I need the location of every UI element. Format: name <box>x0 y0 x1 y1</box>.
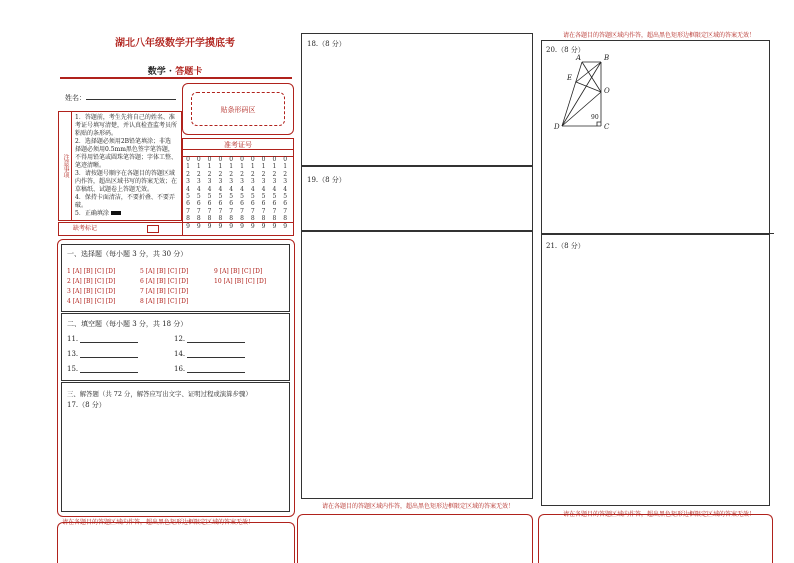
exam-id-digit[interactable]: 5 <box>218 193 223 201</box>
exam-id-digit[interactable]: 5 <box>196 193 201 201</box>
title-divider <box>60 77 292 79</box>
q19-box <box>301 165 533 232</box>
blank-11[interactable]: 11. <box>67 335 138 343</box>
q18-box <box>301 33 533 167</box>
exam-id-digit[interactable]: 0 <box>196 156 201 163</box>
exam-id-digit[interactable]: 2 <box>283 170 288 178</box>
q21-label: 21.（8 分） <box>546 242 585 250</box>
exam-id-digit[interactable]: 4 <box>218 185 223 193</box>
notes-list <box>75 114 177 218</box>
exam-id-digit[interactable]: 4 <box>196 185 201 193</box>
exam-id-digit[interactable]: 7 <box>250 207 255 215</box>
exam-id-digit[interactable]: 2 <box>272 170 277 178</box>
name-label: 姓名： <box>65 92 176 103</box>
q17-label: 17.（8 分） <box>67 401 106 409</box>
exam-id-digit[interactable]: 9 <box>229 222 234 230</box>
exam-id-digit[interactable]: 8 <box>261 215 266 223</box>
exam-id-digit[interactable]: 6 <box>207 200 212 208</box>
blank-12[interactable]: 12. <box>174 335 245 343</box>
exam-id-digit[interactable]: 8 <box>218 215 223 223</box>
section-1-box <box>61 244 290 312</box>
exam-id-column[interactable] <box>281 156 289 230</box>
exam-id-digit[interactable]: 2 <box>250 170 255 178</box>
section-2-box <box>61 313 290 381</box>
blank-13[interactable]: 13. <box>67 350 138 358</box>
exam-id-column[interactable] <box>227 156 235 230</box>
exam-id-digit[interactable]: 7 <box>186 207 190 215</box>
exam-id-digit[interactable]: 0 <box>283 156 288 163</box>
exam-id-digit[interactable]: 7 <box>196 207 201 215</box>
notes-label: 注意事项 <box>59 112 72 220</box>
middle-next-page-frame <box>297 514 533 563</box>
exam-id-digit[interactable]: 7 <box>218 207 223 215</box>
absent-checkbox[interactable] <box>147 225 159 233</box>
exam-id-digit[interactable]: 1 <box>272 163 277 171</box>
exam-id-digit[interactable]: 1 <box>283 163 288 171</box>
exam-id-digit[interactable]: 3 <box>186 178 190 186</box>
exam-id-digit[interactable]: 9 <box>186 222 190 230</box>
exam-id-digit[interactable]: 6 <box>250 200 255 208</box>
note-item-4: 4．保持卡面清洁，不要折叠、不要弄破。 <box>75 194 175 209</box>
figure-label-B: B <box>604 54 610 62</box>
exam-id-column[interactable] <box>238 156 246 230</box>
warning-right-top: 请在各题目的答题区域内作答，超出黑色矩形边框限定区域的答案无效！ <box>563 32 756 39</box>
exam-id-digit[interactable]: 3 <box>272 178 277 186</box>
exam-id-digit[interactable]: 5 <box>261 193 266 201</box>
exam-id-digit[interactable]: 9 <box>207 222 212 230</box>
figure-label-C: C <box>604 123 610 131</box>
exam-id-digit[interactable]: 5 <box>229 193 234 201</box>
exam-id-digit[interactable]: 6 <box>240 200 244 208</box>
exam-id-digit[interactable]: 3 <box>207 178 212 186</box>
exam-id-digit[interactable]: 5 <box>186 193 190 201</box>
exam-id-digit[interactable]: 6 <box>283 200 288 208</box>
exam-id-digit[interactable]: 0 <box>218 156 223 163</box>
notes-box <box>58 111 182 221</box>
filled-sample <box>111 211 121 215</box>
q19-label: 19.（8 分） <box>307 176 346 184</box>
blank-16[interactable]: 16. <box>174 365 245 373</box>
mc-col-3[interactable]: 9 [A] [B] [C] [D] 10 [A] [B] [C] [D] <box>214 268 267 285</box>
exam-id-digit[interactable]: 9 <box>283 222 288 230</box>
exam-id-digit[interactable]: 7 <box>240 207 244 215</box>
exam-id-digit[interactable]: 3 <box>229 178 234 186</box>
exam-id-digit[interactable]: 4 <box>272 185 277 193</box>
exam-id-digit[interactable]: 6 <box>272 200 277 208</box>
exam-id-column[interactable] <box>195 156 203 230</box>
exam-id-digit[interactable]: 8 <box>229 215 234 223</box>
exam-id-column[interactable] <box>184 156 192 230</box>
exam-id-digit[interactable]: 8 <box>240 215 244 223</box>
exam-id-digit[interactable]: 0 <box>272 156 277 163</box>
exam-id-digit[interactable]: 1 <box>218 163 223 171</box>
exam-id-digit[interactable]: 0 <box>229 156 234 163</box>
exam-id-digit[interactable]: 9 <box>272 222 277 230</box>
exam-id-digit[interactable]: 4 <box>186 185 190 193</box>
exam-id-digit[interactable]: 5 <box>283 193 288 201</box>
card-subtitle: 数学 · 答题卡 <box>147 67 203 77</box>
exam-id-digit[interactable]: 3 <box>196 178 201 186</box>
warning-right-bottom: 请在各题目的答题区域内作答，超出黑色矩形边框限定区域的答案无效！ <box>563 511 756 518</box>
warning-middle: 请在各题目的答题区域内作答，超出黑色矩形边框限定区域的答案无效！ <box>322 503 515 510</box>
exam-id-digit[interactable]: 3 <box>218 178 223 186</box>
exam-id-digit[interactable]: 0 <box>261 156 266 163</box>
figure-label-E: E <box>567 74 573 82</box>
exam-id-digit[interactable]: 4 <box>283 185 288 193</box>
exam-id-digit[interactable]: 7 <box>283 207 288 215</box>
exam-id-column[interactable] <box>206 156 214 230</box>
right-next-page-frame <box>538 514 773 563</box>
exam-id-digit[interactable]: 9 <box>196 222 201 230</box>
exam-id-digit[interactable]: 8 <box>196 215 201 223</box>
exam-id-digit[interactable]: 2 <box>186 170 190 178</box>
right-angle-label: 90 <box>591 114 599 121</box>
exam-id-digit[interactable]: 9 <box>240 222 244 230</box>
exam-id-digit[interactable]: 0 <box>240 156 244 163</box>
absent-row <box>58 222 294 236</box>
exam-id-digit[interactable]: 1 <box>207 163 212 171</box>
exam-id-label: 准考证号 <box>224 141 252 149</box>
exam-id-column[interactable] <box>249 156 257 230</box>
exam-id-digit[interactable]: 9 <box>261 222 266 230</box>
exam-id-digit[interactable]: 1 <box>250 163 255 171</box>
exam-id-digit[interactable]: 4 <box>229 185 234 193</box>
exam-id-digit[interactable]: 8 <box>272 215 277 223</box>
exam-id-digit[interactable]: 7 <box>272 207 277 215</box>
barcode-label: 贴条形码区 <box>220 106 256 114</box>
section-3-box <box>61 382 290 512</box>
exam-id-digit[interactable]: 0 <box>207 156 212 163</box>
q18-label: 18.（8 分） <box>307 40 346 48</box>
note-item-2: 2．选择题必须用2B铅笔填涂；非选择题必须用0.5mm黑色签字笔答题，不得用铅笔或圆珠笔答题；字体工整、笔迹清晰。 <box>75 138 178 169</box>
warning-left: 请在各题目的答题区域内作答，超出黑色矩形边框限定区域的答案无效！ <box>62 519 255 526</box>
exam-id-digit[interactable]: 1 <box>186 163 190 171</box>
note-item-1: 1．答题前，考生先将自己的姓名、准考证号填写清楚，并认真检查监考员所粘贴的条形码。 <box>75 114 178 137</box>
exam-id-column[interactable] <box>270 156 278 230</box>
exam-id-digit[interactable]: 7 <box>229 207 234 215</box>
exam-id-digit[interactable]: 4 <box>261 185 266 193</box>
blank-14[interactable]: 14. <box>174 350 245 358</box>
absent-label: 缺考标记 <box>73 225 98 232</box>
figure-label-A: A <box>576 54 582 62</box>
figure-label-O: O <box>604 87 610 95</box>
note-item-5: 5．正确填涂 <box>75 210 177 218</box>
page-title: 湖北八年级数学开学摸底考 <box>115 38 235 49</box>
exam-id-digit[interactable]: 3 <box>261 178 266 186</box>
exam-id-digit[interactable]: 3 <box>240 178 244 186</box>
exam-id-digit[interactable]: 1 <box>229 163 234 171</box>
exam-id-digit[interactable]: 8 <box>186 215 190 223</box>
exam-id-digit[interactable]: 7 <box>207 207 212 215</box>
exam-id-digit[interactable]: 4 <box>240 185 244 193</box>
mc-col-1[interactable]: 1 [A] [B] [C] [D] 2 [A] [B] [C] [D] 3 [A] [B] [C] [D] 4 [A] [B] [C] [D] <box>67 268 116 305</box>
exam-id-digit[interactable]: 9 <box>218 222 223 230</box>
exam-id-digit[interactable]: 4 <box>250 185 255 193</box>
exam-id-digit[interactable]: 9 <box>250 222 255 230</box>
q19-continued-box <box>301 230 533 499</box>
exam-id-digit[interactable]: 1 <box>261 163 266 171</box>
exam-id-digit[interactable]: 3 <box>283 178 288 186</box>
exam-id-digit[interactable]: 0 <box>186 156 190 163</box>
exam-id-digit[interactable]: 2 <box>240 170 244 178</box>
figure-label-D: D <box>554 123 560 131</box>
q20-label: 20.（8 分） <box>546 46 585 54</box>
exam-id-digit[interactable]: 2 <box>207 170 212 178</box>
section-3-title: 三、解答题（共 72 分，解答应写出文字、证明过程或演算步骤） <box>67 390 252 398</box>
exam-id-digit[interactable]: 8 <box>283 215 288 223</box>
q20-box <box>541 40 770 235</box>
exam-id-digit[interactable]: 6 <box>261 200 266 208</box>
exam-id-digit[interactable]: 1 <box>196 163 201 171</box>
q21-box <box>541 233 770 506</box>
exam-id-digit[interactable]: 7 <box>261 207 266 215</box>
geometry-figure <box>542 41 632 136</box>
exam-id-digit[interactable]: 5 <box>207 193 212 201</box>
q21-divider-tail <box>768 233 774 234</box>
exam-id-column[interactable] <box>216 156 224 230</box>
exam-id-digit[interactable]: 5 <box>250 193 255 201</box>
exam-id-column[interactable] <box>260 156 268 230</box>
exam-id-digit[interactable]: 6 <box>196 200 201 208</box>
barcode-area <box>182 83 294 135</box>
exam-id-digit[interactable]: 2 <box>261 170 266 178</box>
exam-id-digit[interactable]: 4 <box>207 185 212 193</box>
exam-id-digit[interactable]: 5 <box>272 193 277 201</box>
section-2-title: 二、填空题（每小题 3 分，共 18 分） <box>67 320 188 328</box>
note-item-3: 3．请按题号顺序在各题目的答题区域内作答，超出区域书写的答案无效；在草稿纸、试题卷上答题无效。 <box>75 170 178 193</box>
exam-id-digit[interactable]: 6 <box>229 200 234 208</box>
exam-id-digit[interactable]: 6 <box>218 200 223 208</box>
exam-id-digit[interactable]: 8 <box>207 215 212 223</box>
left-next-page-frame <box>57 522 295 563</box>
exam-id-digit[interactable]: 1 <box>240 163 244 171</box>
mc-col-2[interactable]: 5 [A] [B] [C] [D] 6 [A] [B] [C] [D] 7 [A] [B] [C] [D] 8 [A] [B] [C] [D] <box>140 268 189 305</box>
exam-id-digit[interactable]: 3 <box>250 178 255 186</box>
exam-id-digit[interactable]: 2 <box>229 170 234 178</box>
section-1-title: 一、选择题（每小题 3 分，共 30 分） <box>67 250 188 258</box>
exam-id-digit[interactable]: 2 <box>218 170 223 178</box>
exam-id-digit[interactable]: 5 <box>240 193 244 201</box>
blank-15[interactable]: 15. <box>67 365 138 373</box>
exam-id-digit[interactable]: 8 <box>250 215 255 223</box>
exam-id-digit[interactable]: 0 <box>250 156 255 163</box>
exam-id-digit[interactable]: 2 <box>196 170 201 178</box>
exam-id-digit[interactable]: 6 <box>186 200 190 208</box>
